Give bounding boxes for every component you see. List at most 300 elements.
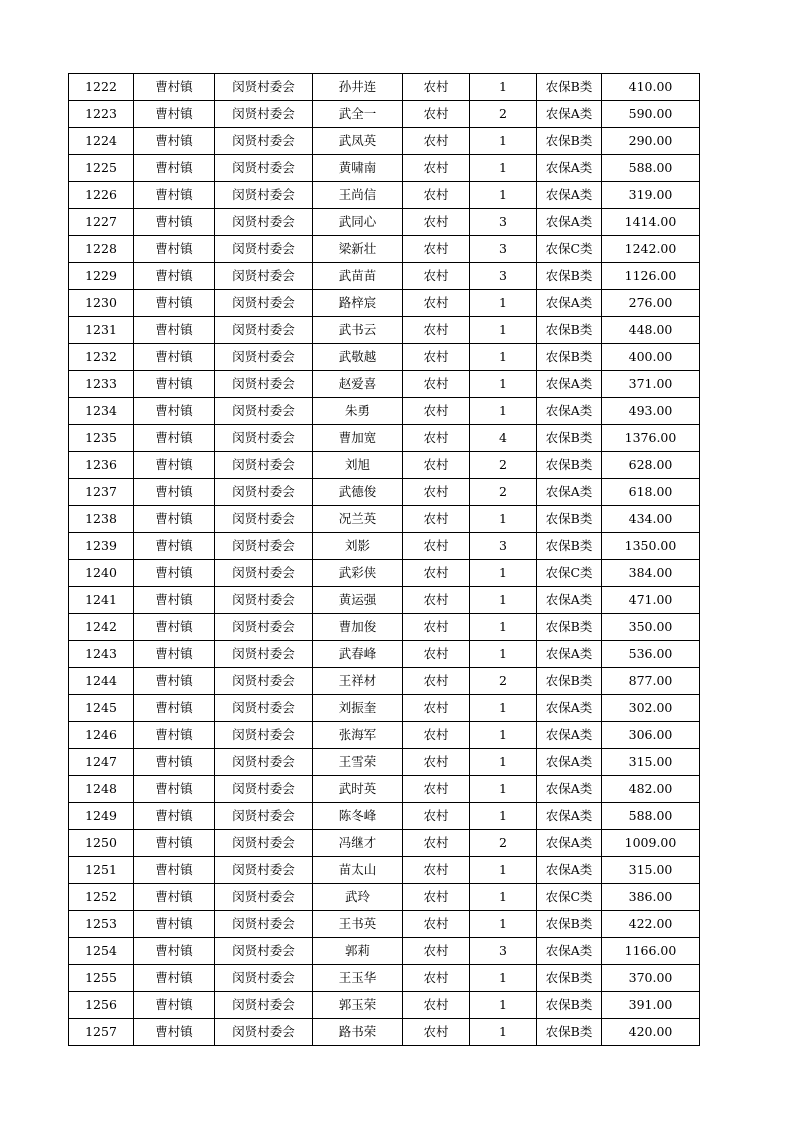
member-count-cell: 2 — [470, 668, 537, 695]
household-type-cell: 农村 — [403, 398, 470, 425]
household-type-cell: 农村 — [403, 884, 470, 911]
record-number-cell: 1252 — [69, 884, 134, 911]
person-name-cell: 赵爱喜 — [313, 371, 403, 398]
table-row — [69, 884, 700, 911]
person-name-cell: 王尚信 — [313, 182, 403, 209]
table-row — [69, 560, 700, 587]
table-row — [69, 830, 700, 857]
record-number-cell: 1224 — [69, 128, 134, 155]
household-type-cell: 农村 — [403, 776, 470, 803]
member-count-cell: 3 — [470, 533, 537, 560]
member-count-cell: 2 — [470, 101, 537, 128]
insurance-category-cell: 农保A类 — [537, 803, 602, 830]
township-cell: 曹村镇 — [134, 560, 215, 587]
amount-cell: 536.00 — [602, 641, 700, 668]
member-count-cell: 1 — [470, 74, 537, 101]
township-cell: 曹村镇 — [134, 128, 215, 155]
record-number-cell: 1226 — [69, 182, 134, 209]
village-committee-cell: 闵贤村委会 — [215, 668, 313, 695]
record-number-cell: 1237 — [69, 479, 134, 506]
table-row — [69, 479, 700, 506]
insurance-category-cell: 农保B类 — [537, 263, 602, 290]
member-count-cell: 3 — [470, 209, 537, 236]
member-count-cell: 2 — [470, 830, 537, 857]
village-committee-cell: 闵贤村委会 — [215, 722, 313, 749]
household-type-cell: 农村 — [403, 425, 470, 452]
person-name-cell: 武德俊 — [313, 479, 403, 506]
record-number-cell: 1225 — [69, 155, 134, 182]
insurance-category-cell: 农保A类 — [537, 209, 602, 236]
amount-cell: 1166.00 — [602, 938, 700, 965]
amount-cell: 391.00 — [602, 992, 700, 1019]
township-cell: 曹村镇 — [134, 317, 215, 344]
village-committee-cell: 闵贤村委会 — [215, 587, 313, 614]
record-number-cell: 1254 — [69, 938, 134, 965]
member-count-cell: 1 — [470, 614, 537, 641]
insurance-category-cell: 农保A类 — [537, 857, 602, 884]
record-number-cell: 1239 — [69, 533, 134, 560]
household-type-cell: 农村 — [403, 938, 470, 965]
amount-cell: 493.00 — [602, 398, 700, 425]
insurance-category-cell: 农保A类 — [537, 290, 602, 317]
member-count-cell: 1 — [470, 398, 537, 425]
household-type-cell: 农村 — [403, 290, 470, 317]
member-count-cell: 4 — [470, 425, 537, 452]
insurance-category-cell: 农保B类 — [537, 533, 602, 560]
insurance-category-cell: 农保A类 — [537, 371, 602, 398]
member-count-cell: 1 — [470, 884, 537, 911]
amount-cell: 420.00 — [602, 1019, 700, 1046]
insurance-category-cell: 农保C类 — [537, 236, 602, 263]
table-row — [69, 317, 700, 344]
village-committee-cell: 闵贤村委会 — [215, 344, 313, 371]
township-cell: 曹村镇 — [134, 911, 215, 938]
village-committee-cell: 闵贤村委会 — [215, 803, 313, 830]
table-row — [69, 695, 700, 722]
person-name-cell: 武春峰 — [313, 641, 403, 668]
person-name-cell: 武凤英 — [313, 128, 403, 155]
village-committee-cell: 闵贤村委会 — [215, 398, 313, 425]
insurance-category-cell: 农保B类 — [537, 506, 602, 533]
person-name-cell: 孙井连 — [313, 74, 403, 101]
insurance-category-cell: 农保C类 — [537, 560, 602, 587]
village-committee-cell: 闵贤村委会 — [215, 290, 313, 317]
person-name-cell: 朱勇 — [313, 398, 403, 425]
amount-cell: 1350.00 — [602, 533, 700, 560]
member-count-cell: 1 — [470, 722, 537, 749]
household-type-cell: 农村 — [403, 695, 470, 722]
insurance-category-cell: 农保B类 — [537, 668, 602, 695]
person-name-cell: 武同心 — [313, 209, 403, 236]
village-committee-cell: 闵贤村委会 — [215, 155, 313, 182]
township-cell: 曹村镇 — [134, 101, 215, 128]
record-number-cell: 1235 — [69, 425, 134, 452]
person-name-cell: 刘影 — [313, 533, 403, 560]
table-row — [69, 614, 700, 641]
amount-cell: 410.00 — [602, 74, 700, 101]
table-row — [69, 344, 700, 371]
village-committee-cell: 闵贤村委会 — [215, 830, 313, 857]
member-count-cell: 1 — [470, 803, 537, 830]
township-cell: 曹村镇 — [134, 425, 215, 452]
record-number-cell: 1228 — [69, 236, 134, 263]
village-committee-cell: 闵贤村委会 — [215, 74, 313, 101]
township-cell: 曹村镇 — [134, 668, 215, 695]
insurance-category-cell: 农保B类 — [537, 1019, 602, 1046]
table-row — [69, 425, 700, 452]
household-type-cell: 农村 — [403, 344, 470, 371]
insurance-category-cell: 农保A类 — [537, 479, 602, 506]
table-row — [69, 938, 700, 965]
record-number-cell: 1231 — [69, 317, 134, 344]
insurance-category-cell: 农保A类 — [537, 776, 602, 803]
record-number-cell: 1249 — [69, 803, 134, 830]
table-row — [69, 722, 700, 749]
household-type-cell: 农村 — [403, 479, 470, 506]
insurance-category-cell: 农保B类 — [537, 425, 602, 452]
township-cell: 曹村镇 — [134, 614, 215, 641]
insurance-category-cell: 农保A类 — [537, 398, 602, 425]
village-committee-cell: 闵贤村委会 — [215, 911, 313, 938]
township-cell: 曹村镇 — [134, 533, 215, 560]
township-cell: 曹村镇 — [134, 479, 215, 506]
township-cell: 曹村镇 — [134, 371, 215, 398]
member-count-cell: 1 — [470, 371, 537, 398]
insurance-category-cell: 农保B类 — [537, 128, 602, 155]
record-number-cell: 1230 — [69, 290, 134, 317]
table-row — [69, 74, 700, 101]
member-count-cell: 1 — [470, 317, 537, 344]
insurance-category-cell: 农保A类 — [537, 155, 602, 182]
township-cell: 曹村镇 — [134, 992, 215, 1019]
insurance-category-cell: 农保B类 — [537, 911, 602, 938]
member-count-cell: 3 — [470, 236, 537, 263]
table-row — [69, 128, 700, 155]
township-cell: 曹村镇 — [134, 830, 215, 857]
amount-cell: 370.00 — [602, 965, 700, 992]
member-count-cell: 1 — [470, 560, 537, 587]
record-number-cell: 1234 — [69, 398, 134, 425]
record-number-cell: 1238 — [69, 506, 134, 533]
table-row — [69, 263, 700, 290]
household-type-cell: 农村 — [403, 668, 470, 695]
member-count-cell: 3 — [470, 263, 537, 290]
amount-cell: 302.00 — [602, 695, 700, 722]
village-committee-cell: 闵贤村委会 — [215, 857, 313, 884]
village-committee-cell: 闵贤村委会 — [215, 209, 313, 236]
township-cell: 曹村镇 — [134, 398, 215, 425]
member-count-cell: 1 — [470, 344, 537, 371]
village-committee-cell: 闵贤村委会 — [215, 884, 313, 911]
village-committee-cell: 闵贤村委会 — [215, 236, 313, 263]
amount-cell: 588.00 — [602, 155, 700, 182]
record-number-cell: 1240 — [69, 560, 134, 587]
roster-table — [68, 73, 700, 1046]
amount-cell: 384.00 — [602, 560, 700, 587]
record-number-cell: 1250 — [69, 830, 134, 857]
record-number-cell: 1222 — [69, 74, 134, 101]
table-row — [69, 182, 700, 209]
record-number-cell: 1232 — [69, 344, 134, 371]
household-type-cell: 农村 — [403, 587, 470, 614]
table-row — [69, 533, 700, 560]
table-row — [69, 452, 700, 479]
township-cell: 曹村镇 — [134, 344, 215, 371]
amount-cell: 1009.00 — [602, 830, 700, 857]
table-row — [69, 101, 700, 128]
record-number-cell: 1236 — [69, 452, 134, 479]
household-type-cell: 农村 — [403, 722, 470, 749]
member-count-cell: 2 — [470, 452, 537, 479]
township-cell: 曹村镇 — [134, 587, 215, 614]
amount-cell: 371.00 — [602, 371, 700, 398]
person-name-cell: 王书英 — [313, 911, 403, 938]
amount-cell: 618.00 — [602, 479, 700, 506]
person-name-cell: 武书云 — [313, 317, 403, 344]
township-cell: 曹村镇 — [134, 1019, 215, 1046]
household-type-cell: 农村 — [403, 533, 470, 560]
member-count-cell: 1 — [470, 1019, 537, 1046]
insurance-category-cell: 农保A类 — [537, 101, 602, 128]
village-committee-cell: 闵贤村委会 — [215, 749, 313, 776]
person-name-cell: 武玲 — [313, 884, 403, 911]
insurance-category-cell: 农保C类 — [537, 884, 602, 911]
household-type-cell: 农村 — [403, 857, 470, 884]
insurance-category-cell: 农保B类 — [537, 344, 602, 371]
table-row — [69, 668, 700, 695]
table-row — [69, 155, 700, 182]
roster-body — [69, 74, 700, 1046]
record-number-cell: 1245 — [69, 695, 134, 722]
person-name-cell: 刘旭 — [313, 452, 403, 479]
table-row — [69, 371, 700, 398]
village-committee-cell: 闵贤村委会 — [215, 263, 313, 290]
village-committee-cell: 闵贤村委会 — [215, 1019, 313, 1046]
township-cell: 曹村镇 — [134, 884, 215, 911]
person-name-cell: 武苗苗 — [313, 263, 403, 290]
household-type-cell: 农村 — [403, 317, 470, 344]
amount-cell: 434.00 — [602, 506, 700, 533]
amount-cell: 448.00 — [602, 317, 700, 344]
amount-cell: 1242.00 — [602, 236, 700, 263]
amount-cell: 350.00 — [602, 614, 700, 641]
village-committee-cell: 闵贤村委会 — [215, 182, 313, 209]
insurance-category-cell: 农保B类 — [537, 74, 602, 101]
table-row — [69, 1019, 700, 1046]
table-row — [69, 236, 700, 263]
insurance-category-cell: 农保A类 — [537, 830, 602, 857]
insurance-category-cell: 农保B类 — [537, 452, 602, 479]
township-cell: 曹村镇 — [134, 965, 215, 992]
person-name-cell: 武彩侠 — [313, 560, 403, 587]
amount-cell: 306.00 — [602, 722, 700, 749]
amount-cell: 386.00 — [602, 884, 700, 911]
township-cell: 曹村镇 — [134, 263, 215, 290]
insurance-category-cell: 农保B类 — [537, 992, 602, 1019]
person-name-cell: 黄运强 — [313, 587, 403, 614]
person-name-cell: 路梓宸 — [313, 290, 403, 317]
person-name-cell: 王雪荣 — [313, 749, 403, 776]
village-committee-cell: 闵贤村委会 — [215, 641, 313, 668]
member-count-cell: 1 — [470, 965, 537, 992]
household-type-cell: 农村 — [403, 614, 470, 641]
person-name-cell: 张海军 — [313, 722, 403, 749]
person-name-cell: 王玉华 — [313, 965, 403, 992]
household-type-cell: 农村 — [403, 641, 470, 668]
village-committee-cell: 闵贤村委会 — [215, 317, 313, 344]
record-number-cell: 1242 — [69, 614, 134, 641]
village-committee-cell: 闵贤村委会 — [215, 560, 313, 587]
township-cell: 曹村镇 — [134, 749, 215, 776]
person-name-cell: 王祥材 — [313, 668, 403, 695]
village-committee-cell: 闵贤村委会 — [215, 965, 313, 992]
person-name-cell: 梁新壮 — [313, 236, 403, 263]
amount-cell: 315.00 — [602, 857, 700, 884]
household-type-cell: 农村 — [403, 749, 470, 776]
table-row — [69, 290, 700, 317]
township-cell: 曹村镇 — [134, 722, 215, 749]
amount-cell: 877.00 — [602, 668, 700, 695]
household-type-cell: 农村 — [403, 506, 470, 533]
person-name-cell: 武敬越 — [313, 344, 403, 371]
person-name-cell: 况兰英 — [313, 506, 403, 533]
village-committee-cell: 闵贤村委会 — [215, 452, 313, 479]
insurance-category-cell: 农保A类 — [537, 938, 602, 965]
record-number-cell: 1241 — [69, 587, 134, 614]
person-name-cell: 武全一 — [313, 101, 403, 128]
amount-cell: 588.00 — [602, 803, 700, 830]
amount-cell: 290.00 — [602, 128, 700, 155]
household-type-cell: 农村 — [403, 371, 470, 398]
township-cell: 曹村镇 — [134, 695, 215, 722]
village-committee-cell: 闵贤村委会 — [215, 776, 313, 803]
record-number-cell: 1244 — [69, 668, 134, 695]
amount-cell: 319.00 — [602, 182, 700, 209]
member-count-cell: 1 — [470, 749, 537, 776]
person-name-cell: 冯继才 — [313, 830, 403, 857]
household-type-cell: 农村 — [403, 155, 470, 182]
table-row — [69, 911, 700, 938]
table-row — [69, 749, 700, 776]
person-name-cell: 陈冬峰 — [313, 803, 403, 830]
amount-cell: 422.00 — [602, 911, 700, 938]
amount-cell: 276.00 — [602, 290, 700, 317]
household-type-cell: 农村 — [403, 101, 470, 128]
insurance-category-cell: 农保B类 — [537, 614, 602, 641]
household-type-cell: 农村 — [403, 128, 470, 155]
record-number-cell: 1246 — [69, 722, 134, 749]
amount-cell: 315.00 — [602, 749, 700, 776]
table-row — [69, 857, 700, 884]
record-number-cell: 1248 — [69, 776, 134, 803]
village-committee-cell: 闵贤村委会 — [215, 479, 313, 506]
amount-cell: 628.00 — [602, 452, 700, 479]
member-count-cell: 1 — [470, 587, 537, 614]
member-count-cell: 1 — [470, 911, 537, 938]
table-row — [69, 209, 700, 236]
township-cell: 曹村镇 — [134, 641, 215, 668]
township-cell: 曹村镇 — [134, 182, 215, 209]
amount-cell: 1414.00 — [602, 209, 700, 236]
member-count-cell: 1 — [470, 992, 537, 1019]
insurance-category-cell: 农保A类 — [537, 182, 602, 209]
village-committee-cell: 闵贤村委会 — [215, 695, 313, 722]
household-type-cell: 农村 — [403, 803, 470, 830]
township-cell: 曹村镇 — [134, 155, 215, 182]
township-cell: 曹村镇 — [134, 236, 215, 263]
record-number-cell: 1227 — [69, 209, 134, 236]
amount-cell: 482.00 — [602, 776, 700, 803]
table-row — [69, 506, 700, 533]
township-cell: 曹村镇 — [134, 857, 215, 884]
member-count-cell: 1 — [470, 182, 537, 209]
village-committee-cell: 闵贤村委会 — [215, 992, 313, 1019]
record-number-cell: 1251 — [69, 857, 134, 884]
record-number-cell: 1233 — [69, 371, 134, 398]
person-name-cell: 刘振奎 — [313, 695, 403, 722]
insurance-category-cell: 农保A类 — [537, 641, 602, 668]
household-type-cell: 农村 — [403, 560, 470, 587]
household-type-cell: 农村 — [403, 74, 470, 101]
amount-cell: 471.00 — [602, 587, 700, 614]
person-name-cell: 郭莉 — [313, 938, 403, 965]
record-number-cell: 1257 — [69, 1019, 134, 1046]
township-cell: 曹村镇 — [134, 290, 215, 317]
member-count-cell: 1 — [470, 506, 537, 533]
record-number-cell: 1247 — [69, 749, 134, 776]
member-count-cell: 3 — [470, 938, 537, 965]
insurance-category-cell: 农保A类 — [537, 749, 602, 776]
township-cell: 曹村镇 — [134, 776, 215, 803]
record-number-cell: 1255 — [69, 965, 134, 992]
village-committee-cell: 闵贤村委会 — [215, 938, 313, 965]
township-cell: 曹村镇 — [134, 938, 215, 965]
record-number-cell: 1229 — [69, 263, 134, 290]
member-count-cell: 1 — [470, 155, 537, 182]
household-type-cell: 农村 — [403, 182, 470, 209]
amount-cell: 590.00 — [602, 101, 700, 128]
village-committee-cell: 闵贤村委会 — [215, 128, 313, 155]
record-number-cell: 1256 — [69, 992, 134, 1019]
person-name-cell: 武时英 — [313, 776, 403, 803]
person-name-cell: 路书荣 — [313, 1019, 403, 1046]
village-committee-cell: 闵贤村委会 — [215, 506, 313, 533]
table-row — [69, 992, 700, 1019]
member-count-cell: 1 — [470, 776, 537, 803]
insurance-category-cell: 农保A类 — [537, 587, 602, 614]
village-committee-cell: 闵贤村委会 — [215, 371, 313, 398]
village-committee-cell: 闵贤村委会 — [215, 614, 313, 641]
household-type-cell: 农村 — [403, 992, 470, 1019]
village-committee-cell: 闵贤村委会 — [215, 425, 313, 452]
household-type-cell: 农村 — [403, 452, 470, 479]
village-committee-cell: 闵贤村委会 — [215, 533, 313, 560]
township-cell: 曹村镇 — [134, 209, 215, 236]
household-type-cell: 农村 — [403, 911, 470, 938]
township-cell: 曹村镇 — [134, 506, 215, 533]
person-name-cell: 郭玉荣 — [313, 992, 403, 1019]
household-type-cell: 农村 — [403, 965, 470, 992]
table-row — [69, 641, 700, 668]
village-committee-cell: 闵贤村委会 — [215, 101, 313, 128]
member-count-cell: 1 — [470, 695, 537, 722]
table-row — [69, 587, 700, 614]
person-name-cell: 曹加俊 — [313, 614, 403, 641]
insurance-category-cell: 农保A类 — [537, 695, 602, 722]
table-row — [69, 965, 700, 992]
member-count-cell: 1 — [470, 290, 537, 317]
person-name-cell: 苗太山 — [313, 857, 403, 884]
